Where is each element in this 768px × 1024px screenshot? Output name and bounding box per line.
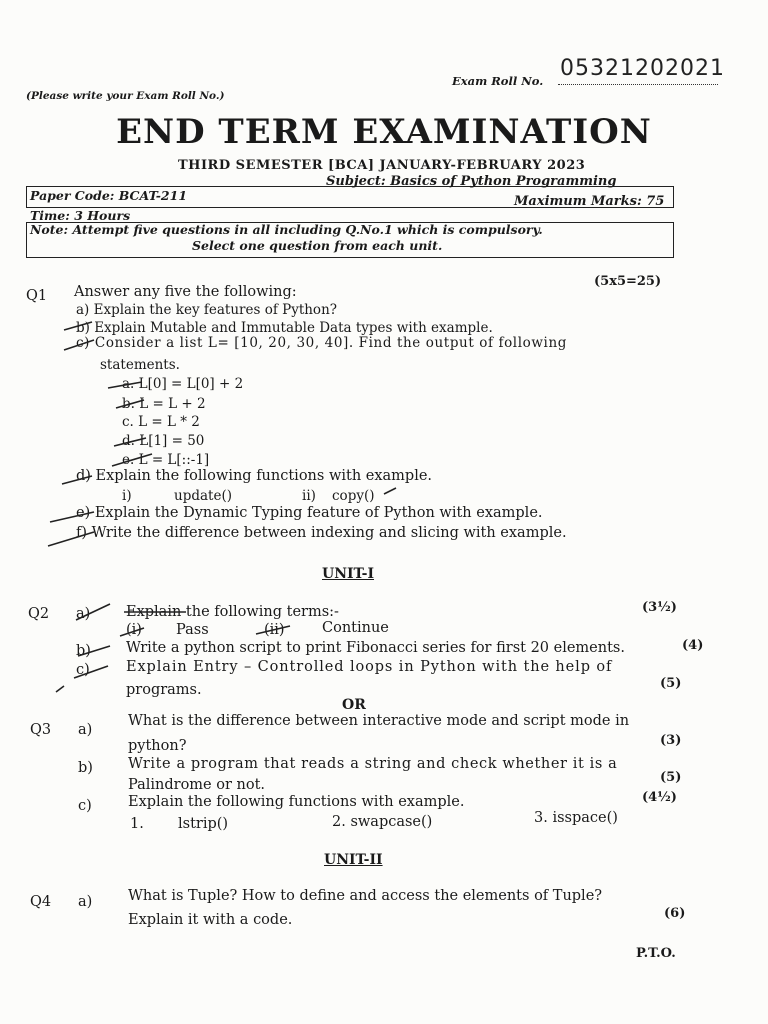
q3-c-1-function: lstrip() [178,816,229,832]
q3-b-label: b) [78,760,93,776]
roll-dotted-line [558,84,718,85]
q1-c-d: d. L[1] = 50 [122,433,205,449]
q2-c-line2: programs. [126,682,202,698]
q3-b-marks: (5) [660,770,682,785]
q2-c-line1: Explain Entry – Controlled loops in Python with the help of [126,659,613,675]
or-separator: OR [342,697,366,713]
q3-c-3: 3. isspace() [534,810,618,826]
q1-c-c: c. L = L * 2 [122,414,200,430]
max-marks: Maximum Marks: 75 [514,194,665,209]
unit-1-heading: UNIT-I [322,566,375,582]
q1-number: Q1 [26,288,48,304]
q4-a-label: a) [78,894,93,910]
q2-b-label: b) [76,643,91,659]
q2-b-marks: (4) [682,638,704,653]
q3-a-label: a) [78,722,93,738]
q2-a-label: a) [76,606,91,622]
q2-a-marks: (3½) [642,600,677,615]
q4-a-marks: (6) [664,906,686,921]
q1-c-line1: c) Consider a list L= [10, 20, 30, 40]. Find the output of following [76,335,567,351]
q2-a: Explain the following terms:- [126,604,339,620]
q2-number: Q2 [28,606,50,622]
q1-d-i-label: i) [122,488,132,504]
tick-mark-icon [56,686,64,692]
time: Time: 3 Hours [30,208,131,223]
q1-d-ii-label: ii) [302,488,316,504]
note-line-2: Select one question from each unit. [192,238,443,253]
q2-c-label: c) [76,662,90,678]
q3-c-label: c) [78,798,92,814]
q1-d-ii-function: copy() [332,488,375,504]
tick-mark-icon [384,488,396,494]
q4-a-line1: What is Tuple? How to define and access the elements of Tuple? [128,888,603,904]
q3-c-2: 2. swapcase() [332,814,433,830]
q1-e: e) Explain the Dynamic Typing feature of Python with example. [76,505,543,521]
q1-marks: (5x5=25) [594,274,662,289]
unit-2-heading: UNIT-II [324,852,383,868]
q1-c-e: e. L = L[::-1] [122,452,210,468]
exam-roll-value: 05321202021 [560,56,725,81]
q1-f: f) Write the difference between indexing and slicing with example. [76,525,567,541]
paper-code: Paper Code: BCAT-211 [30,188,188,203]
q1-c-b: b. L = L + 2 [122,396,206,412]
q2-a-ii-text: Continue [322,620,389,636]
q4-a-line2: Explain it with a code. [128,912,293,928]
q1-b: b) Explain Mutable and Immutable Data types with example. [76,320,493,336]
note-line-1: Note: Attempt five questions in all including Q.No.1 which is compulsory. [30,222,543,237]
q1-d-i-function: update() [174,488,232,504]
q2-a-ii-label: (ii) [264,622,285,638]
q2-c-marks: (5) [660,676,682,691]
q3-a-line1: What is the difference between interactive mode and script mode in [128,713,630,729]
q3-number: Q3 [30,722,52,738]
q3-a-marks: (3) [660,733,682,748]
q1-d: d) Explain the following functions with example. [76,468,433,484]
semester-line: THIRD SEMESTER [BCA] JANUARY-FEBRUARY 2023 [178,158,586,173]
q2-a-i-label: (i) [126,622,142,638]
q1-a: a) Explain the key features of Python? [76,302,337,318]
q1-c-a: a. L[0] = L[0] + 2 [122,376,244,392]
q3-b-line2: Palindrome or not. [128,777,266,793]
q3-c-marks: (4½) [642,790,677,805]
q4-number: Q4 [30,894,52,910]
roll-instruction: (Please write your Exam Roll No.) [26,90,225,102]
q3-c-1-label: 1. [130,816,144,832]
q3-a-line2: python? [128,738,187,754]
q2-a-i-text: Pass [176,622,209,638]
subject: Subject: Basics of Python Programming [326,174,617,189]
q1-c-line2: statements. [100,357,180,373]
pto: P.T.O. [636,946,676,961]
exam-roll-label: Exam Roll No. [452,74,544,88]
q3-b-line1: Write a program that reads a string and check whether it is a [128,756,618,772]
exam-title: END TERM EXAMINATION [116,112,652,152]
q2-b: Write a python script to print Fibonacci series for first 20 elements. [126,640,625,656]
q3-c: Explain the following functions with example. [128,794,465,810]
q1-prompt: Answer any five the following: [74,284,297,300]
